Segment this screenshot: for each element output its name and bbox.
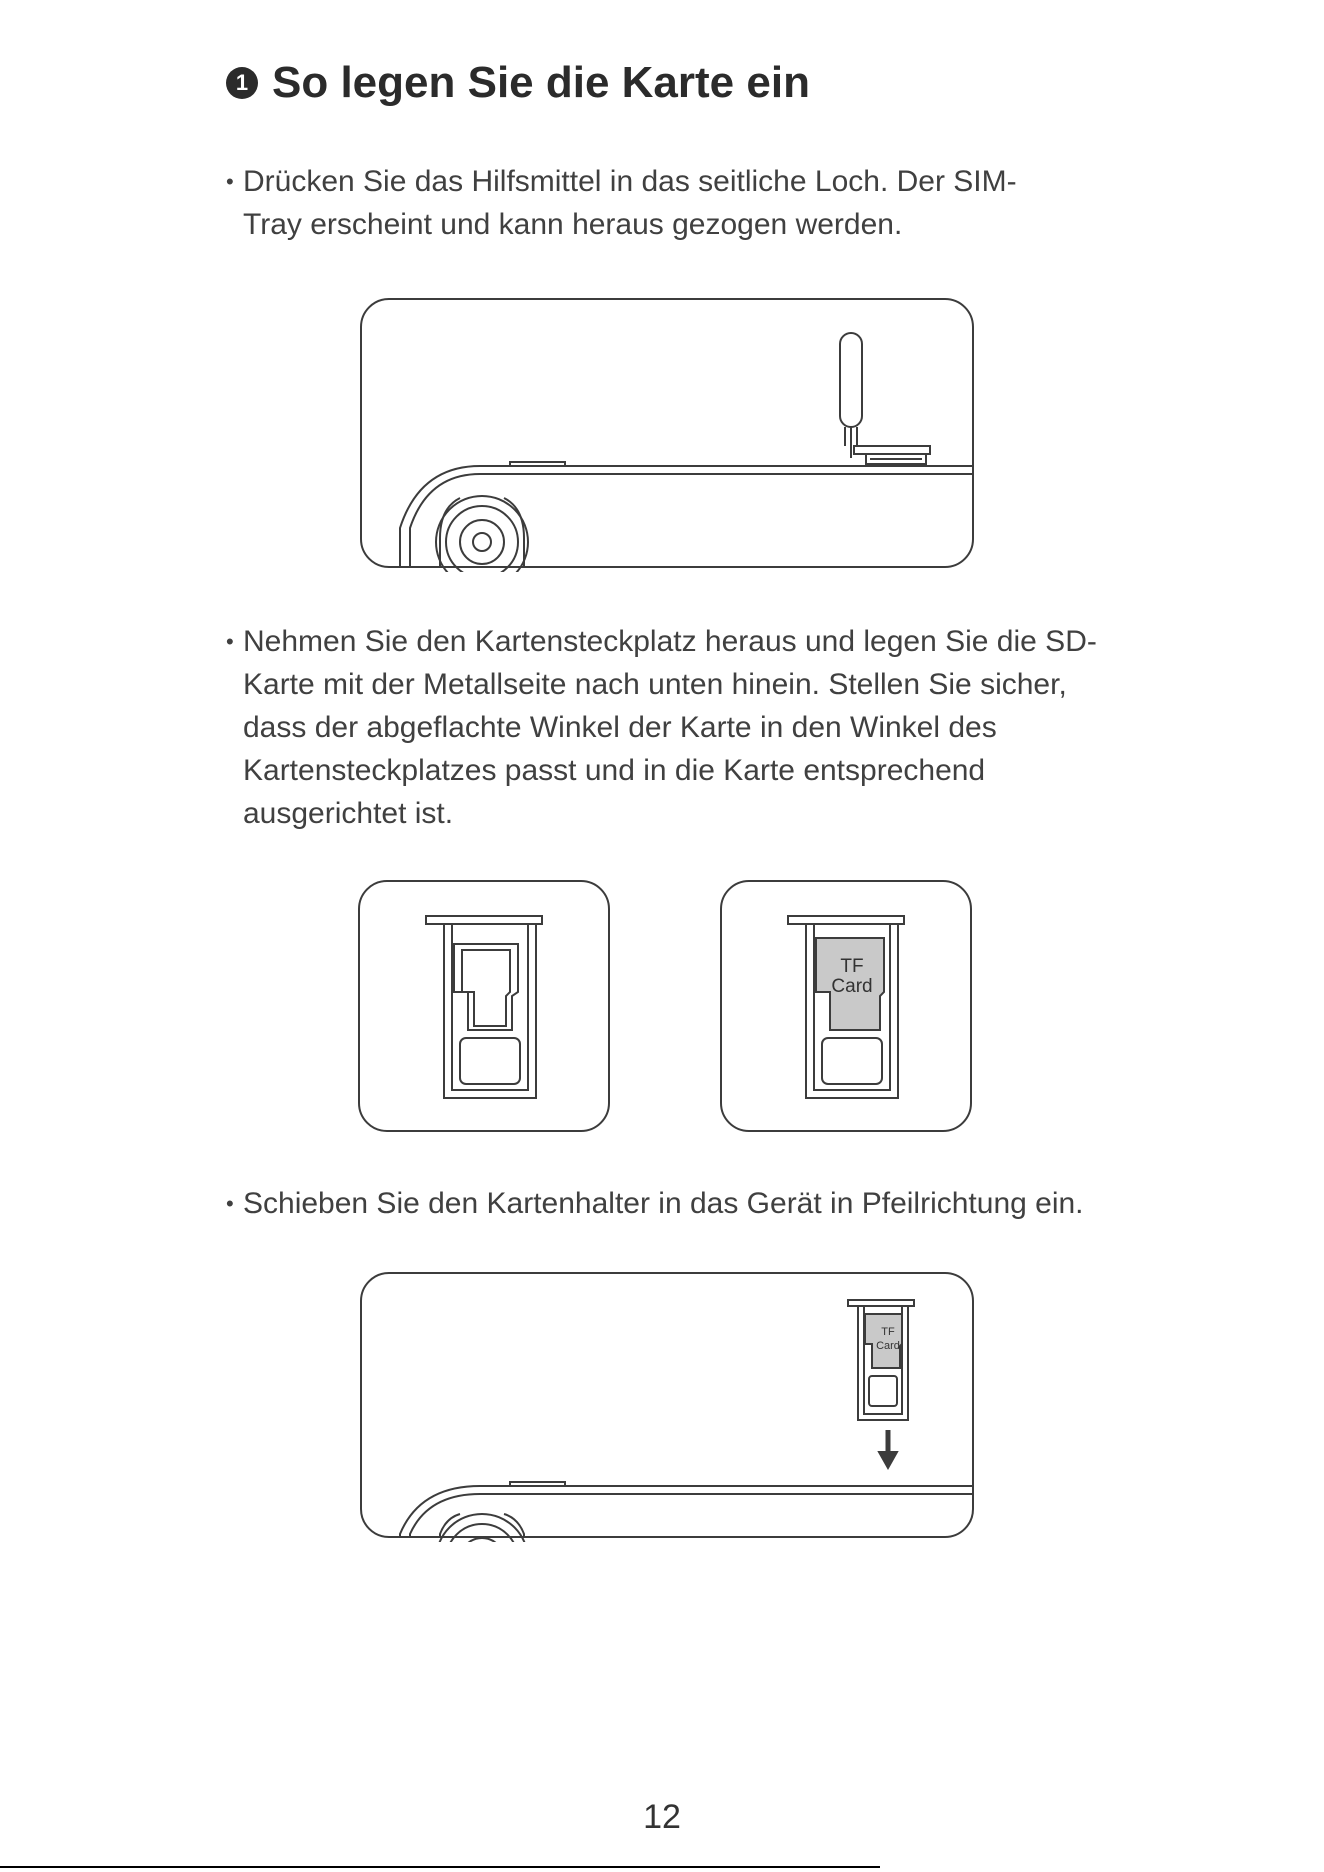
sim-tray-empty [426, 916, 542, 1098]
sim-tray-ejecting [854, 446, 930, 464]
instruction-step-3 [226, 1182, 1126, 1225]
instruction-step-1 [226, 160, 1126, 246]
step-2-text: Nehmen Sie den Kartensteckplatz heraus und legen Sie die SD-Karte mit der Metallseite nach unten hinein. Stellen Sie sicher, dass der abgeflachte Winkel der Karte in den Winkel des Kartensteckplatzes passt und in die Karte entsprechend ausgerichtet ist. [243, 625, 1097, 830]
tf-card-label-line1: TF [840, 956, 864, 977]
figure-frame [361, 299, 973, 567]
bullet-point: • [226, 629, 234, 654]
bullet-point: • [226, 169, 234, 194]
sim-tray-with-tf-card [848, 1300, 914, 1420]
ejector-pin-icon [840, 333, 862, 458]
tf-card-label-line2: Card [876, 1340, 900, 1352]
instruction-step-2 [226, 620, 1126, 835]
section-title: So legen Sie die Karte ein [272, 58, 810, 107]
step-3-text: Schieben Sie den Kartenhalter in das Gerät in Pfeilrichtung ein. [243, 1187, 1084, 1220]
tf-card-label-line1: TF [881, 1326, 895, 1338]
figure-tray-with-card [720, 880, 974, 1134]
tf-card-label-line2: Card [831, 976, 873, 997]
camera-lens-icon [436, 496, 528, 572]
step-1-text: Drücken Sie das Hilfsmittel in das seitliche Loch. Der SIM-Tray erscheint und kann heraus gezogen werden. [243, 165, 1017, 241]
figure-empty-tray [358, 880, 612, 1134]
figure-eject-tray [360, 298, 976, 572]
page-number: 12 [643, 1798, 681, 1836]
step-number-badge: 1 [226, 67, 258, 99]
figure-insert-tray [360, 1272, 976, 1542]
phone-body-outline [400, 466, 972, 568]
section-heading [226, 58, 810, 108]
sim-tray-with-tf-card [788, 916, 904, 1098]
bottom-rule [0, 1866, 880, 1868]
arrow-down-icon [879, 1430, 897, 1468]
bullet-point: • [226, 1191, 234, 1216]
